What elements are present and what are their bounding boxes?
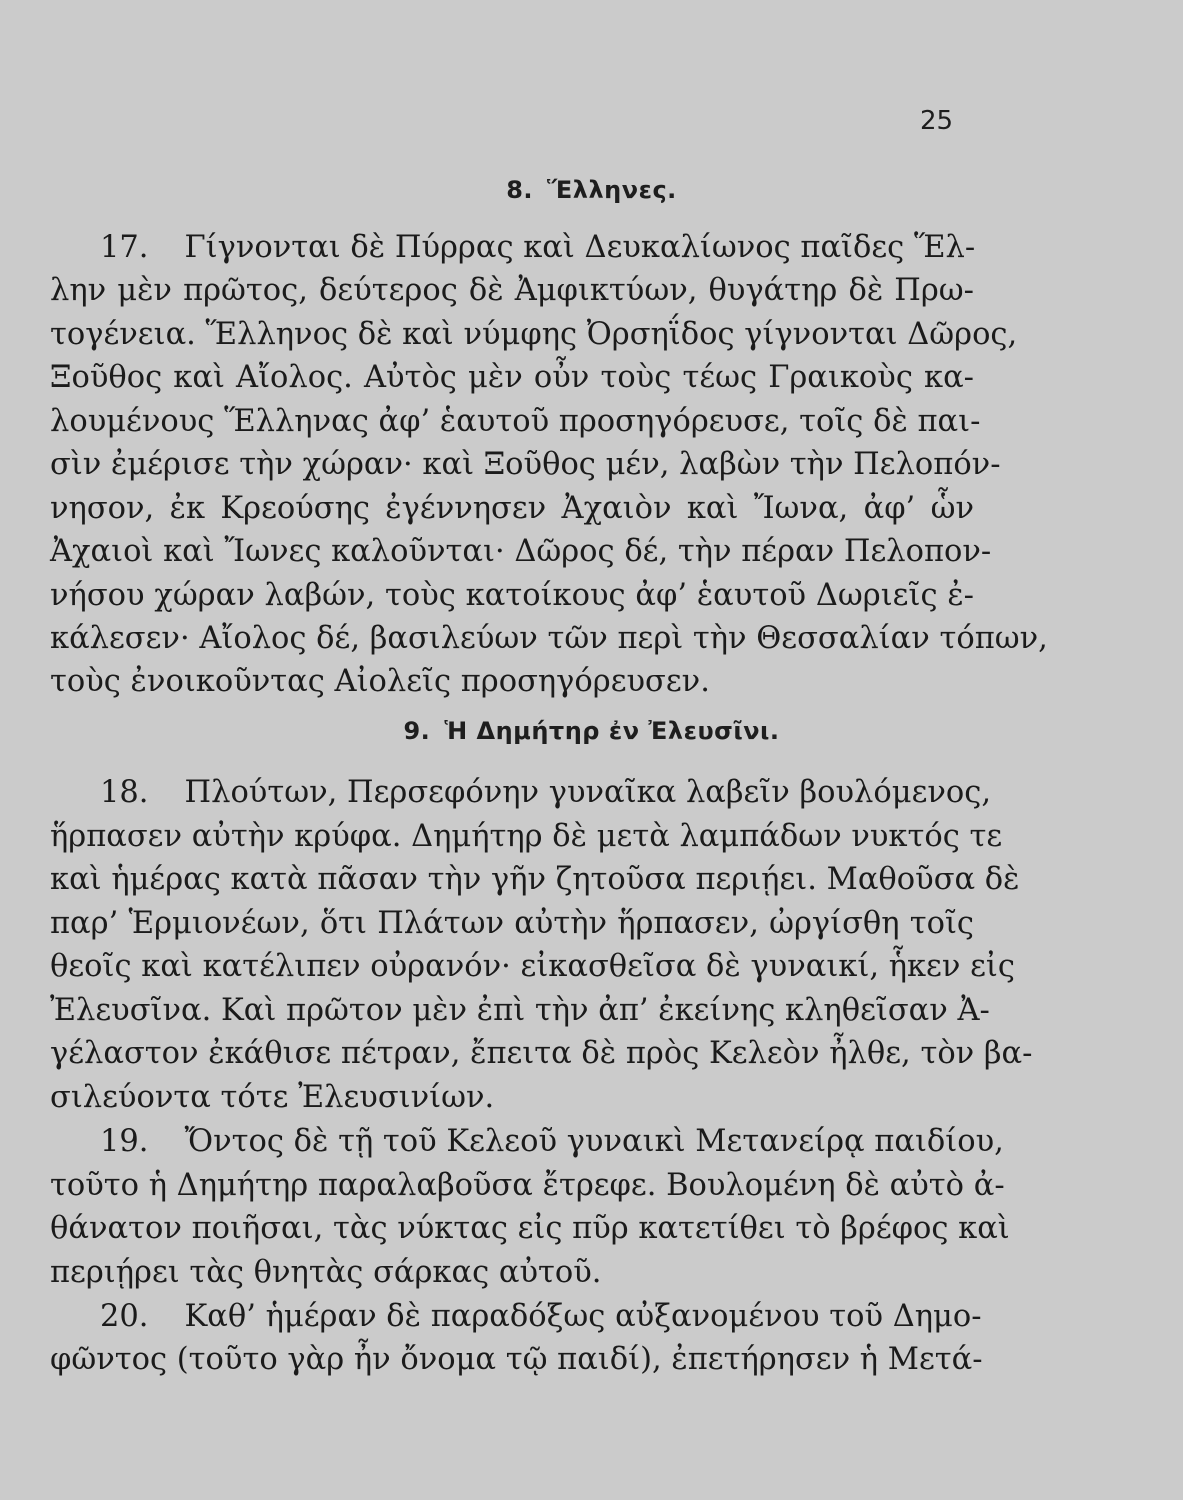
- text-line: φῶντος (τοῦτο γὰρ ἦν ὄνομα τῷ παιδί), ἐπετήρησεν ἡ Μετά-: [50, 1342, 983, 1377]
- text-line: λην μὲν πρῶτος, δεύτερος δὲ Ἀμφικτύων, θυγάτηρ δὲ Πρω-: [50, 273, 974, 308]
- section-title: Ἕλληνες.: [547, 176, 677, 204]
- paragraph-number: 18.: [100, 775, 149, 810]
- section-heading-9: [0, 717, 1183, 745]
- text-line: καὶ ἡμέρας κατὰ πᾶσαν τὴν γῆν ζητοῦσα περιῄει. Μαθοῦσα δὲ: [50, 862, 1020, 897]
- text-line: [50, 775, 992, 810]
- section-heading-8: [0, 176, 1183, 204]
- section-title: Ἡ Δημήτηρ ἐν Ἐλευσῖνι.: [444, 717, 780, 745]
- section-number: 9.: [403, 717, 431, 745]
- text-line: Ξοῦθος καὶ Αἴολος. Αὐτὸς μὲν οὖν τοὺς τέως Γραικοὺς κα-: [50, 360, 974, 395]
- text-line: [50, 1124, 1004, 1159]
- line-text: Καθ’ ἡμέραν δὲ παραδόξως αὐξανομένου τοῦ Δημο-: [184, 1299, 982, 1334]
- paragraph-number: 19.: [100, 1124, 149, 1159]
- text-line: γέλαστον ἐκάθισε πέτραν, ἔπειτα δὲ πρὸς Κελεὸν ἦλθε, τὸν βα-: [50, 1036, 1033, 1071]
- text-line: θεοῖς καὶ κατέλιπεν οὐρανόν· εἰκασθεῖσα δὲ γυναικί, ἧκεν εἰς: [50, 949, 1015, 984]
- text-line: σὶν ἐμέρισε τὴν χώραν· καὶ Ξοῦθος μέν, λαβὼν τὴν Πελοπόν-: [50, 447, 1001, 482]
- text-line: Ἀχαιοὶ καὶ Ἴωνες καλοῦνται· Δῶρος δέ, τὴν πέραν Πελοπον-: [50, 534, 992, 569]
- paragraph-number: 20.: [100, 1299, 149, 1334]
- text-line: σιλεύοντα τότε Ἐλευσινίων.: [50, 1080, 495, 1115]
- text-line: νήσου χώραν λαβών, τοὺς κατοίκους ἀφ’ ἑαυτοῦ Δωριεῖς ἐ-: [50, 578, 974, 613]
- line-text: Πλούτων, Περσεφόνην γυναῖκα λαβεῖν βουλόμενος,: [184, 775, 992, 810]
- line-text: Γίγνονται δὲ Πύρρας καὶ Δευκαλίωνος παῖδες Ἕλ-: [184, 230, 976, 265]
- text-line: κάλεσεν· Αἴολος δέ, βασιλεύων τῶν περὶ τὴν Θεσσαλίαν τόπων,: [50, 621, 1048, 656]
- text-line: λουμένους Ἕλληνας ἀφ’ ἑαυτοῦ προσηγόρευσε, τοῖς δὲ παι-: [50, 404, 981, 439]
- text-line: [50, 230, 976, 265]
- line-text: Ὄντος δὲ τῇ τοῦ Κελεοῦ γυναικὶ Μετανείρᾳ παιδίου,: [184, 1124, 1004, 1159]
- text-line: θάνατον ποιῆσαι, τὰς νύκτας εἰς πῦρ κατετίθει τὸ βρέφος καὶ: [50, 1211, 1010, 1246]
- text-line: παρ’ Ἑρμιονέων, ὅτι Πλάτων αὐτὴν ἥρπασεν, ὠργίσθη τοῖς: [50, 906, 974, 941]
- text-line: τοῦτο ἡ Δημήτηρ παραλαβοῦσα ἔτρεφε. Βουλομένη δὲ αὐτὸ ἀ-: [50, 1168, 1005, 1203]
- text-line: τοὺς ἐνοικοῦντας Αἰολεῖς προσηγόρευσεν.: [50, 664, 710, 699]
- text-line: [50, 1299, 982, 1334]
- section-number: 8.: [506, 176, 534, 204]
- text-line: τογένεια. Ἕλληνος δὲ καὶ νύμφης Ὀρσηΐδος γίγνονται Δῶρος,: [50, 317, 1018, 352]
- text-line: περιῄρει τὰς θνητὰς σάρκας αὐτοῦ.: [50, 1255, 602, 1290]
- text-line: ἥρπασεν αὐτὴν κρύφα. Δημήτηρ δὲ μετὰ λαμπάδων νυκτός τε: [50, 819, 1003, 854]
- paragraph-number: 17.: [100, 230, 149, 265]
- text-line: νησον, ἐκ Κρεούσης ἐγέννησεν Ἀχαιὸν καὶ Ἴωνα, ἀφ’ ὧν: [50, 491, 974, 526]
- text-line: Ἐλευσῖνα. Καὶ πρῶτον μὲν ἐπὶ τὴν ἀπ’ ἐκείνης κληθεῖσαν Ἀ-: [50, 993, 990, 1028]
- page-number: 25: [920, 106, 954, 136]
